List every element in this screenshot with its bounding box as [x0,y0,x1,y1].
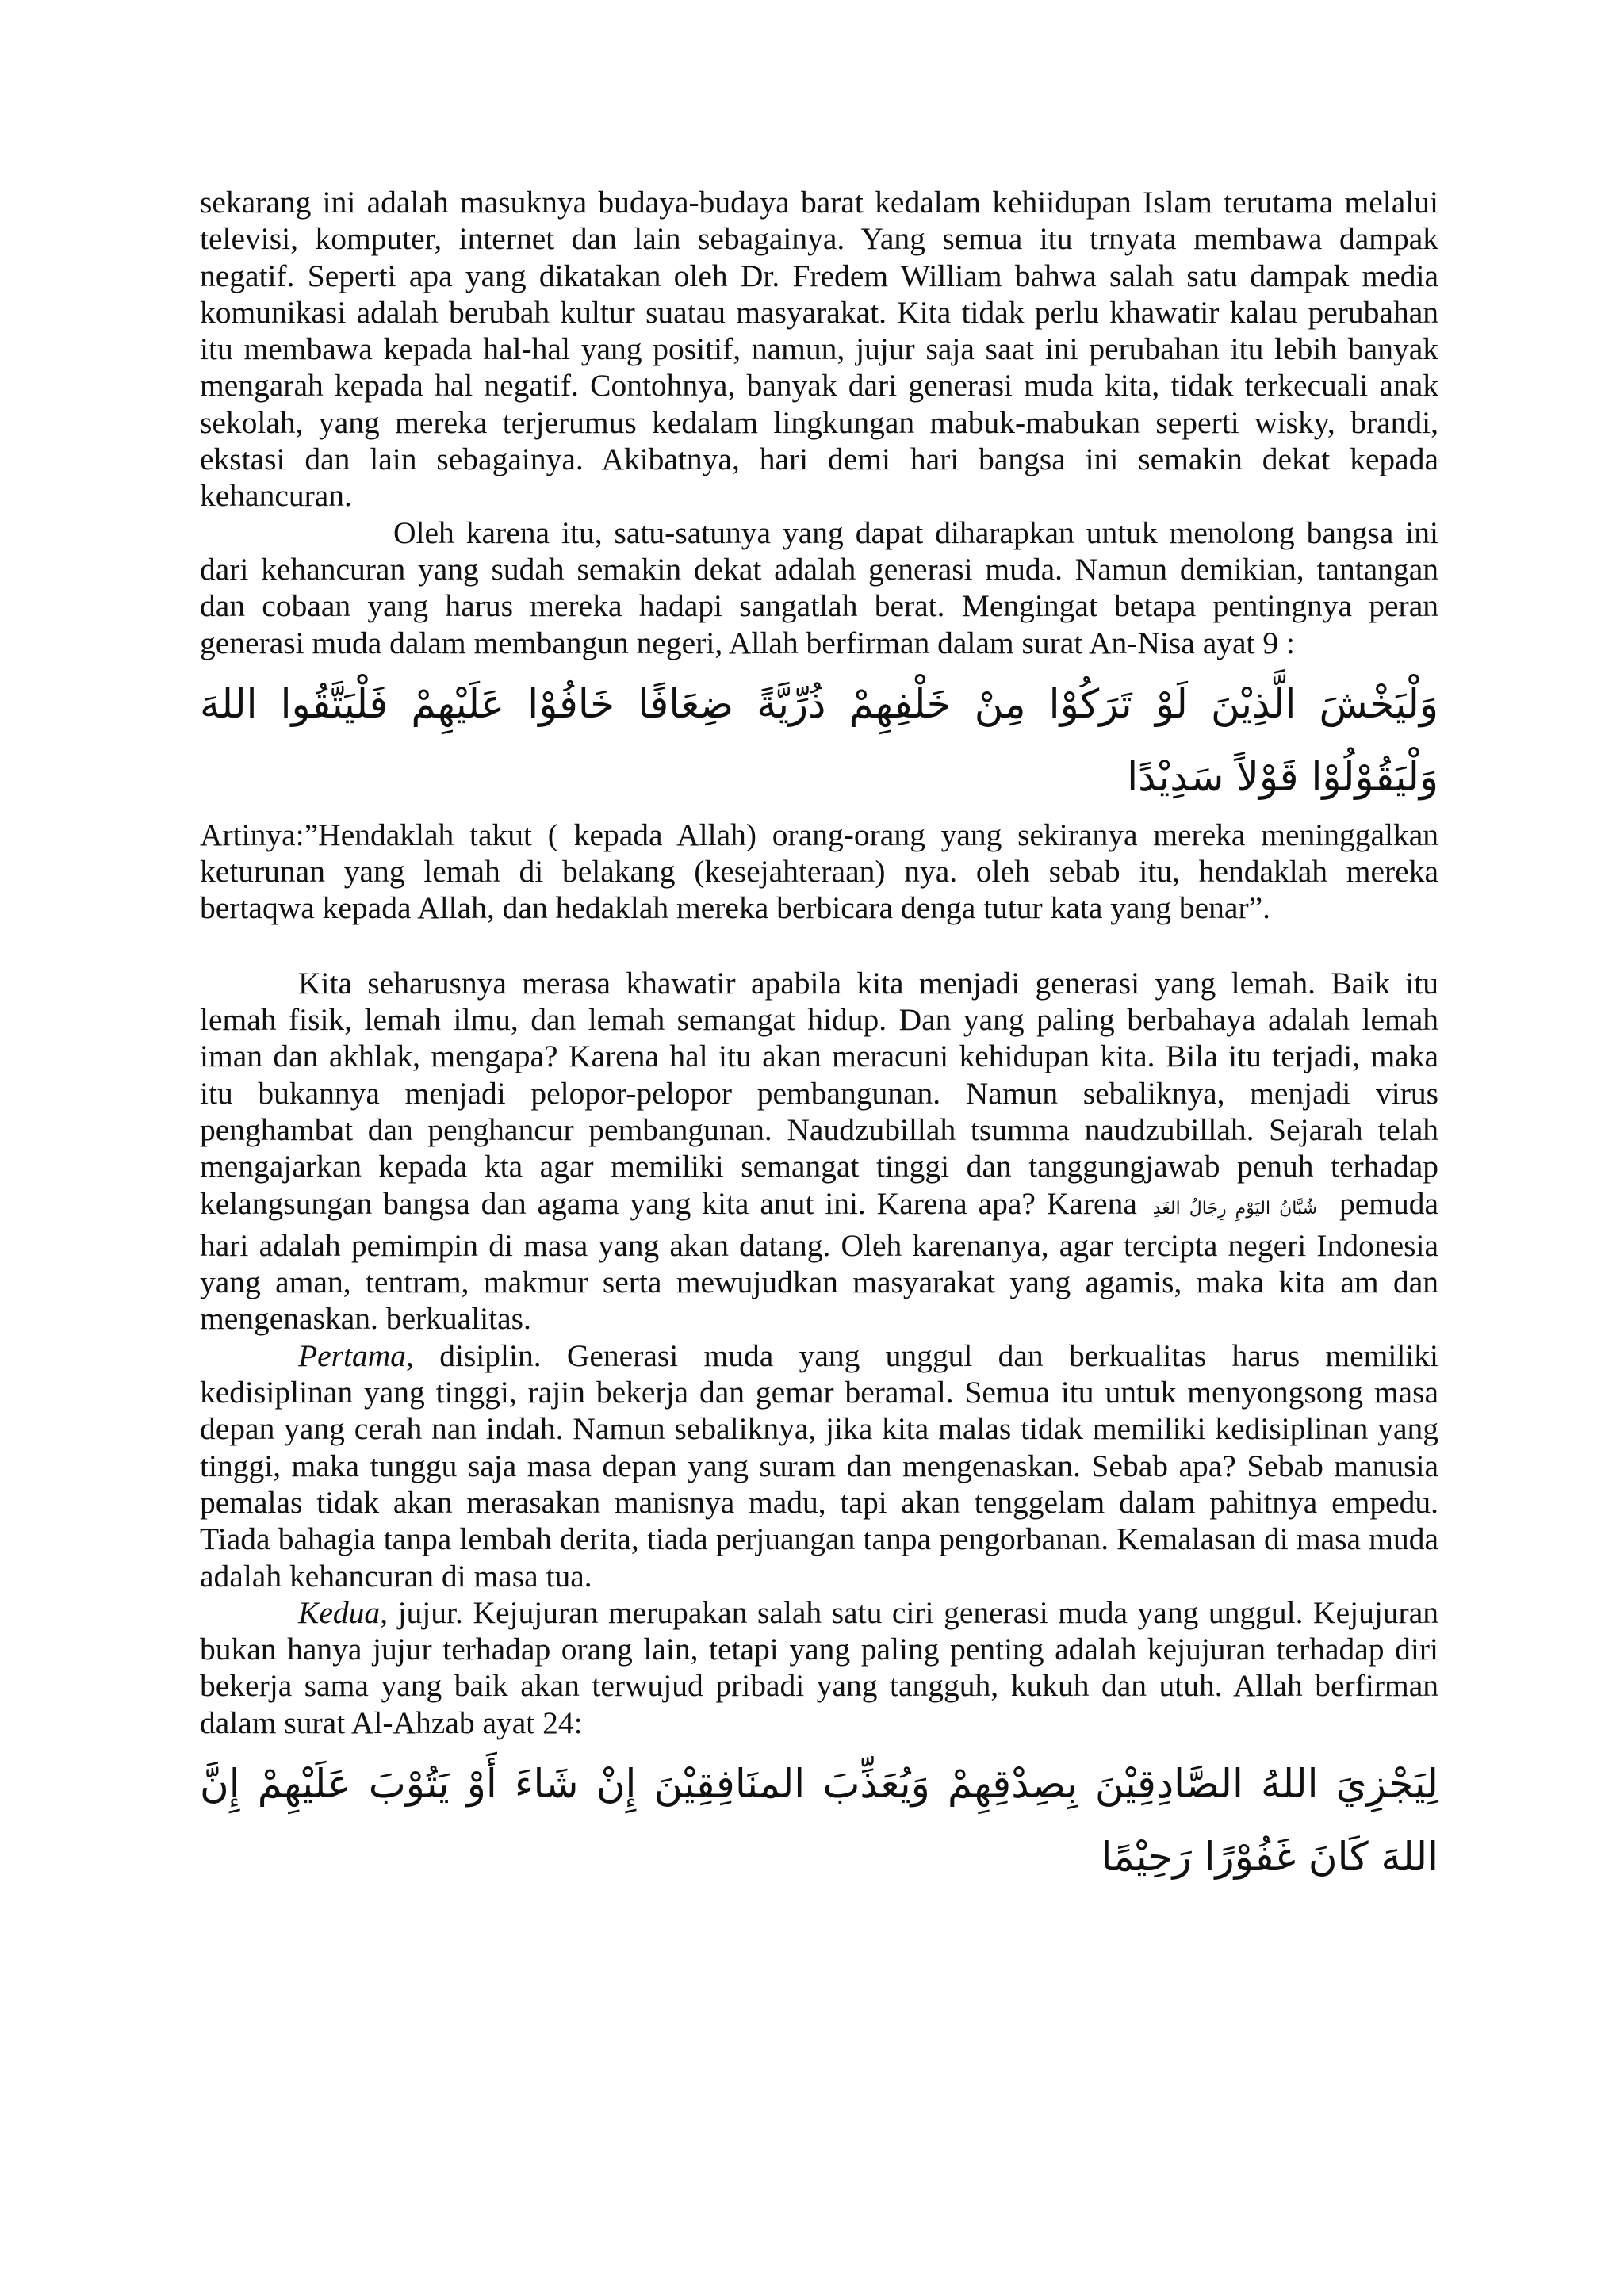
point-label-pertama: Pertama [298,1337,407,1373]
arabic-verse-al-ahzab-24: لِيَجْزِيَ اللهُ الصَّادِقِيْنَ بِصِدْقِهِمْ وَيُعَذِّبَ المنَافِقِيْنَ إِنْ شَاءَ أَوْ يَتُوْبَ عَلَيْهِمْ إِنَّ اللهَ كَانَ غَفُوْرًا رَحِيْمًا [200,1760,1438,1880]
paragraph-text-after-arabic: pemuda hari adalah pemimpin di masa yang akan datang. Oleh karenanya, agar tercipta negeri Indonesia yang aman, tentram, makmur serta mewujudkan masyarakat yang agamis, maka kita am dan mengenaskan. berkualitas. [200,1185,1438,1337]
paragraph-intro: sekarang ini adalah masuknya budaya-budaya barat kedalam kehiidupan Islam terutama melalui televisi, komputer, internet dan lain sebagainya. Yang semua itu trnyata membawa dampak negatif. Seperti apa yang dikatakan oleh Dr. Fredem William bahwa salah satu dampak media komunikasi adalah berubah kultur suatau masyarakat. Kita tidak perlu khawatir kalau perubahan itu membawa kepada hal-hal yang positif, namun, jujur saja saat ini perubahan itu lebih banyak mengarah kepada hal negatif. Contohnya, banyak dari generasi muda kita, tidak terkecuali anak sekolah, yang mereka terjerumus kedalam lingkungan mabuk-mabukan seperti wisky, brandi, ekstasi dan lain sebagainya. Akibatnya, hari demi hari bangsa ini semakin dekat kepada kehancuran. [200,185,1438,514]
paragraph-generasi-lemah [200,965,1438,1337]
paragraph-text-before-arabic: Kita seharusnya merasa khawatir apabila kita menjadi generasi yang lemah. Baik itu lemah fisik, lemah ilmu, dan lemah semangat hidup. Dan yang paling berbahaya adalah lemah iman dan akhlak, mengapa? Karena hal itu akan meracuni kehidupan kita. Bila itu terjadi, maka itu bukannya menjadi pelopor-pelopor pembangunan. Namun sebaliknya, menjadi virus penghambat dan penghancur pembangunan. Naudzubillah tsumma naudzubillah. Sejarah telah mengajarkan kepada kta agar memiliki semangat tinggi dan tanggungjawab penuh terhadap kelangsungan bangsa dan agama yang kita anut ini. Karena apa? Karena [200,965,1438,1221]
arabic-verse-an-nisa-9: وَلْيَخْشَ الَّذِيْنَ لَوْ تَرَكُوْا مِنْ خَلْفِهِمْ ذُرِّيَّةً ضِعَافًا خَافُوْا عَلَيْهِمْ فَلْيَتَّقُوا اللهَ وَلْيَقُوْلُوْا قَوْلاً سَدِيْدًا [200,680,1438,800]
verse-translation: Artinya:”Hendaklah takut ( kepada Allah) orang-orang yang sekiranya mereka meninggalkan keturunan yang lemah di belakang (kesejahteraan) nya. oleh sebab itu, hendaklah mereka bertaqwa kepada Allah, dan hedaklah mereka berbicara denga tutur kata yang benar”. [200,817,1438,926]
paragraph-text: , jujur. Kejujuran merupakan salah satu ciri generasi muda yang unggul. Kejujuran bukan hanya jujur terhadap orang lain, tetapi yang paling penting adalah kejujuran terhadap diri bekerja sama yang baik akan terwujud pribadi yang tangguh, kukuh dan utuh. Allah berfirman dalam surat Al-Ahzab ayat 24: [200,1594,1438,1740]
arabic-inline-phrase: شُبَّانُ اليَوْمِ رِجَالُ الغَدِ [1152,1198,1318,1219]
paragraph-spacer [200,927,1438,965]
document-page [200,184,1438,1896]
paragraph-kedua-jujur [200,1594,1438,1741]
paragraph-pertama-disiplin [200,1337,1438,1594]
paragraph-text: , disiplin. Generasi muda yang unggul dan berkualitas harus memiliki kedisiplinan yang tinggi, rajin bekerja dan gemar beramal. Semua itu untuk menyongsong masa depan yang cerah nan indah. Namun sebaliknya, jika kita malas tidak memiliki kedisiplinan yang tinggi, maka tunggu saja masa depan yang suram dan mengenaskan. Sebab apa? Sebab manusia pemalas tidak akan merasakan manisnya madu, tapi akan tenggelam dalam pahitnya empedu. Tiada bahagia tanpa lembah derita, tiada perjuangan tanpa pengorbanan. Kemalasan di masa muda adalah kehancuran di masa tua. [200,1337,1438,1594]
paragraph-generasi-muda: Oleh karena itu, satu-satunya yang dapat diharapkan untuk menolong bangsa ini dari kehancuran yang sudah semakin dekat adalah generasi muda. Namun demikian, tantangan dan cobaan yang harus mereka hadapi sangatlah berat. Mengingat betapa pentingnya peran generasi muda dalam membangun negeri, Allah berfirman dalam surat An-Nisa ayat 9 : [200,515,1438,660]
point-label-kedua: Kedua [298,1594,381,1630]
